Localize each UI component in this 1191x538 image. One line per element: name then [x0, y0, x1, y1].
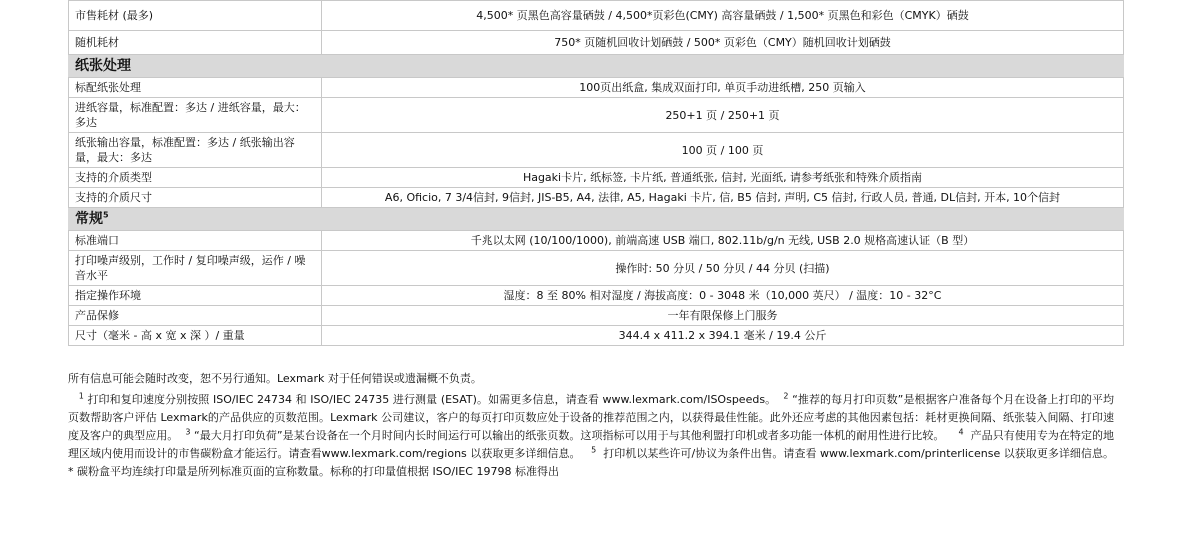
row-value: 344.4 x 411.2 x 394.1 毫米 / 19.4 公斤	[322, 326, 1124, 346]
row-label: 尺寸（毫米 - 高 x 宽 x 深 ）/ 重量	[69, 326, 322, 346]
row-value: 千兆以太网 (10/100/1000), 前端高速 USB 端口, 802.11b/g/n 无线, USB 2.0 规格高速认证（B 型）	[322, 231, 1124, 251]
row-value: 750* 页随机回收计划硒鼓 / 500* 页彩色（CMY）随机回收计划硒鼓	[322, 31, 1124, 55]
footnote-mark: 1	[78, 391, 84, 401]
table-row	[69, 31, 1124, 55]
footnote-mark: 5	[103, 209, 109, 219]
table-row	[69, 306, 1124, 326]
row-value: 4,500* 页黑色高容量硒鼓 / 4,500*页彩色(CMY) 高容量硒鼓 / 1,500* 页黑色和彩色（CMYK）硒鼓	[322, 1, 1124, 31]
row-value: 250+1 页 / 250+1 页	[322, 98, 1124, 133]
footnote-mark: 2	[783, 391, 789, 401]
row-label: 打印噪声级别，工作时 / 复印噪声级，运作 / 噪音水平	[69, 251, 322, 286]
table-row	[69, 188, 1124, 208]
row-label: 纸张输出容量，标准配置：多达 / 纸张输出容量，最大：多达	[69, 133, 322, 168]
row-label: 随机耗材	[69, 31, 322, 55]
footnote-3: “最大月打印负荷”是某台设备在一个月时间内长时间运行可以输出的纸张页数。这项指标可以用于与其他利盟打印机或者多功能一体机的耐用性进行比较。	[193, 429, 945, 442]
row-label: 市售耗材 (最多)	[69, 1, 322, 31]
table-row	[69, 251, 1124, 286]
section-title-general	[69, 208, 1124, 231]
footnote-mark: 3	[185, 427, 191, 437]
row-value: 一年有限保修上门服务	[322, 306, 1124, 326]
table-row	[69, 168, 1124, 188]
row-value: A6, Oficio, 7 3/4信封, 9信封, JIS-B5, A4, 法律, A5, Hagaki 卡片, 信, B5 信封, 声明, C5 信封, 行政人员, 普通, DL信封, 开本, 10个信封	[322, 188, 1124, 208]
footnote-1: 打印和复印速度分别按照 ISO/IEC 24734 和 ISO/IEC 24735 进行测量 (ESAT)。如需更多信息，请查看 www.lexmark.com/ISOspeeds。	[87, 393, 777, 406]
table-row	[69, 98, 1124, 133]
table-row	[69, 231, 1124, 251]
section-title-general-text: 常规	[75, 210, 103, 227]
footnotes	[68, 370, 1114, 481]
row-value: Hagaki卡片, 纸标签, 卡片纸, 普通纸张, 信封, 光面纸, 请参考纸张和特殊介质指南	[322, 168, 1124, 188]
section-title-paper: 纸张处理	[69, 55, 1124, 78]
section-header-row	[69, 55, 1124, 78]
row-label: 标配纸张处理	[69, 78, 322, 98]
footnote-mark: 4	[958, 427, 964, 437]
table-row	[69, 1, 1124, 31]
row-label: 标准端口	[69, 231, 322, 251]
spec-table	[68, 0, 1124, 346]
table-row	[69, 78, 1124, 98]
footnote-mark: 5	[591, 445, 597, 455]
footnote-2: “推荐的每月打印页数”是根据客户准备每个月在设备上打印的平均页数帮助客户评估 Lexmark的产品供应的页数范围。Lexmark 公司建议，客户的每页打印页数应处于设备的推荐范围之内，以获得最佳性能。此外还应考虑的其他因素包括：耗材更换间隔、纸张装入间隔、打印速度及客户的典型应用。	[68, 393, 1114, 442]
section-header-row	[69, 208, 1124, 231]
footnote-4: 产品只有使用专为在特定的地理区域内使用而设计的市售碳粉盒才能运行。请查看www.lexmark.com/regions 以获取更多详细信息。	[68, 429, 1115, 460]
row-value: 湿度：8 至 80% 相对湿度 / 海拔高度：0 - 3048 米（10,000 英尺） / 温度：10 - 32°C	[322, 286, 1124, 306]
footnote-paragraph	[68, 391, 1114, 481]
table-row	[69, 326, 1124, 346]
row-label: 支持的介质尺寸	[69, 188, 322, 208]
row-label: 产品保修	[69, 306, 322, 326]
table-row	[69, 133, 1124, 168]
row-value: 操作时: 50 分贝 / 50 分贝 / 44 分贝 (扫描)	[322, 251, 1124, 286]
table-row	[69, 286, 1124, 306]
row-value: 100 页 / 100 页	[322, 133, 1124, 168]
row-value: 100页出纸盒, 集成双面打印, 单页手动进纸槽, 250 页输入	[322, 78, 1124, 98]
disclaimer: 所有信息可能会随时改变，恕不另行通知。Lexmark 对于任何错误或遗漏概不负责。	[68, 372, 482, 385]
footnote-5: 打印机以某些许可/协议为条件出售。请查看 www.lexmark.com/printerlicense 以获取更多详细信息。 * 碳粉盒平均连续打印量是所列标准页面的宣称数量。标称的打印量值根据 ISO/IEC 19798 标准得出	[68, 447, 1114, 478]
row-label: 指定操作环境	[69, 286, 322, 306]
row-label: 进纸容量，标准配置：多达 / 进纸容量，最大：多达	[69, 98, 322, 133]
row-label: 支持的介质类型	[69, 168, 322, 188]
